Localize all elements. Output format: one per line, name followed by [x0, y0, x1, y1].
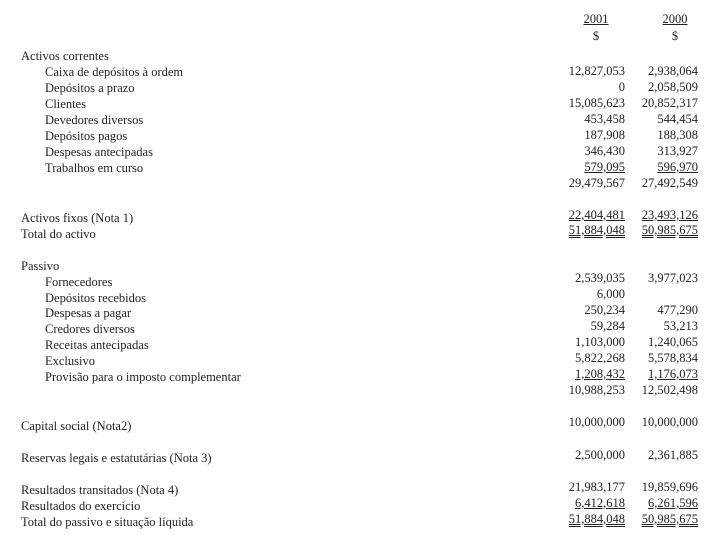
value-2000: 5,578,834 [648, 351, 698, 365]
fixed-assets-2001: 22,404,481 [568, 208, 625, 222]
row-label: Devedores diversos [45, 113, 144, 127]
liabilities-subtotal-2000: 12,502,498 [641, 383, 698, 397]
retained-earnings-label: Resultados transitados (Nota 4) [21, 483, 179, 497]
value-2000: 2,938,064 [648, 64, 698, 78]
total-assets-label: Total do activo [21, 227, 96, 241]
year-result-2000: 6,261,596 [648, 496, 698, 510]
row-label: Trabalhos em curso [45, 161, 144, 175]
value-2001: 0 [618, 80, 625, 94]
reserves-2001: 2,500,000 [575, 448, 625, 462]
value-2000: 544,454 [657, 112, 698, 126]
value-2000: 2,058,509 [648, 80, 698, 94]
value-2000: 1,240,065 [648, 335, 698, 349]
total-liabilities-equity-2001: 51,884,048 [568, 512, 625, 526]
currency-2001: $ [592, 29, 600, 43]
value-2000: 53,213 [663, 319, 698, 333]
total-assets-2001: 51,884,048 [568, 223, 625, 237]
share-capital-2000: 10,000,000 [641, 415, 698, 429]
value-2001: 6,000 [596, 287, 625, 301]
value-2000: 477,290 [657, 303, 698, 317]
retained-earnings-2001: 21,983,177 [568, 480, 625, 494]
liabilities-subtotal-2001: 10,988,253 [568, 383, 625, 397]
value-2001: 250,234 [584, 303, 625, 317]
row-label: Provisão para o imposto complementar [45, 370, 241, 384]
year-2001-header: 2001 [583, 12, 609, 26]
value-2001: 5,822,268 [575, 351, 625, 365]
value-2001: 346,430 [584, 144, 625, 158]
year-result-2001: 6,412,618 [575, 496, 625, 510]
currency-2000: $ [671, 29, 679, 43]
value-2000: 596,970 [657, 160, 698, 174]
row-label: Receitas antecipadas [45, 338, 149, 352]
liabilities-title: Passivo [21, 259, 60, 273]
row-label: Fornecedores [45, 275, 113, 289]
row-label: Exclusivo [45, 354, 95, 368]
row-label: Depósitos recebidos [45, 291, 147, 305]
value-2000: 188,308 [657, 128, 698, 142]
value-2001: 187,908 [584, 128, 625, 142]
total-assets-2000: 50,985,675 [641, 223, 698, 237]
row-label: Credores diversos [45, 322, 135, 336]
share-capital-label: Capital social (Nota2) [21, 419, 132, 433]
value-2001: 1,208,432 [575, 367, 625, 381]
row-label: Clientes [45, 97, 86, 111]
row-label: Despesas antecipadas [45, 145, 153, 159]
value-2000: 313,927 [657, 144, 698, 158]
value-2000: 1,176,073 [648, 367, 698, 381]
share-capital-2001: 10,000,000 [568, 415, 625, 429]
value-2001: 12,827,053 [568, 64, 625, 78]
value-2000: 3,977,023 [648, 271, 698, 285]
fixed-assets-2000: 23,493,126 [641, 208, 698, 222]
current-assets-title: Activos correntes [21, 49, 109, 63]
current-assets-subtotal-2001: 29,479,567 [568, 176, 625, 190]
current-assets-subtotal-2000: 27,492,549 [641, 176, 698, 190]
value-2001: 453,458 [584, 112, 625, 126]
reserves-label: Reservas legais e estatutárias (Nota 3) [21, 451, 212, 465]
total-liabilities-equity-2000: 50,985,675 [641, 512, 698, 526]
row-label: Caixa de depósitos à ordem [45, 65, 184, 79]
year-result-label: Resultados do exercício [21, 499, 141, 513]
value-2000: 20,852,317 [641, 96, 698, 110]
total-liabilities-equity-label: Total do passivo e situação líquida [21, 515, 194, 529]
fixed-assets-label: Activos fixos (Nota 1) [21, 211, 134, 225]
row-label: Depósitos a prazo [45, 81, 135, 95]
value-2001: 59,284 [590, 319, 625, 333]
year-2000-header: 2000 [662, 12, 688, 26]
retained-earnings-2000: 19,859,696 [641, 480, 698, 494]
value-2001: 15,085,623 [568, 96, 625, 110]
reserves-2000: 2,361,885 [648, 448, 698, 462]
value-2001: 2,539,035 [575, 271, 625, 285]
value-2001: 1,103,000 [575, 335, 625, 349]
row-label: Depósitos pagos [45, 129, 128, 143]
row-label: Despesas a pagar [45, 306, 132, 320]
value-2001: 579,095 [584, 160, 625, 174]
